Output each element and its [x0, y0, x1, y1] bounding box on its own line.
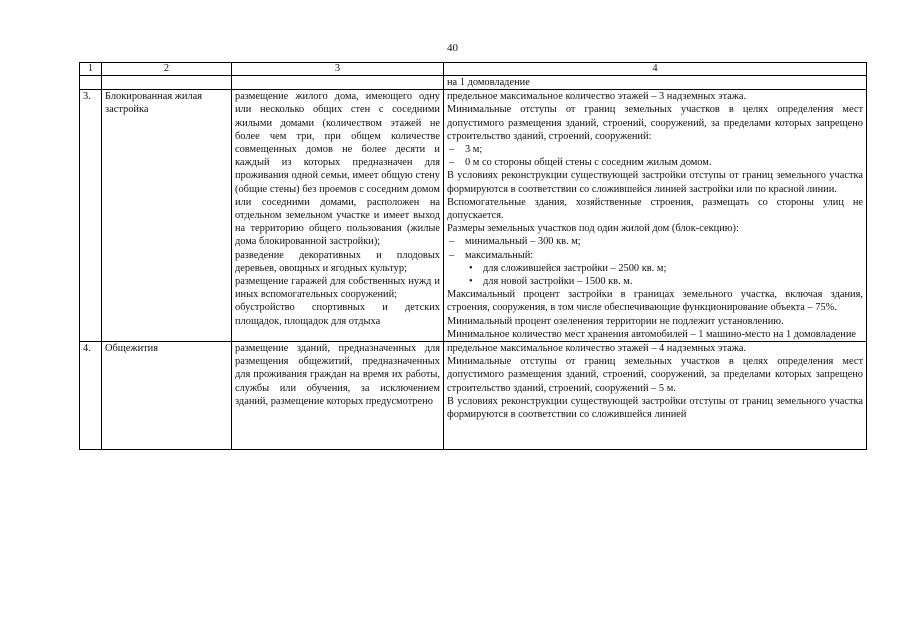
- setback-list: [447, 143, 863, 169]
- param-reconstruction: В условиях реконструкции существующей застройки отступы от границ земельного участка формируются в соответствии со сложившейся линией: [447, 395, 863, 421]
- description-paragraph: обустройство спортивных и детских площадок, площадок для отдыха: [235, 302, 440, 327]
- row-number: 3.: [80, 90, 102, 342]
- table-row-3: [80, 90, 867, 342]
- page-number: 40: [447, 42, 458, 54]
- param-floors: предельное максимальное количество этажей – 4 надземных этажа.: [447, 343, 747, 355]
- cont-cell-2: [102, 76, 232, 90]
- use-parameters: [444, 90, 867, 342]
- param-greenery: Минимальный процент озеленения территории не подлежит установлению.: [447, 315, 784, 327]
- use-name: Блокированная жилая застройка: [102, 90, 232, 342]
- table-row-4: [80, 342, 867, 450]
- param-setbacks: Минимальные отступы от границ земельных участков в целях определения мест допустимого размещения зданий, строений, сооружений, за пределами которых запрещено строительство зданий, строений, сооружений:: [447, 104, 863, 142]
- zoning-table: [79, 62, 867, 450]
- cont-cell-1: [80, 76, 102, 90]
- use-description: [232, 342, 444, 450]
- description-paragraph: размещение зданий, предназначенных для размещения общежитий, предназначенных для проживания граждан на время их работы, службы или обучения, за исключением зданий, размещение которых предусмотрено: [235, 343, 440, 407]
- header-cell-1: 1: [80, 63, 102, 76]
- description-paragraph: размещение гаражей для собственных нужд и иных вспомогательных сооружений;: [235, 276, 440, 301]
- list-item: – максимальный:: [447, 249, 863, 262]
- continuation-row: [80, 76, 867, 90]
- cont-cell-4: на 1 домовладение: [444, 76, 867, 90]
- use-name: Общежития: [102, 342, 232, 450]
- param-coverage: Максимальный процент застройки в границах земельного участка, включая здания, строения, сооружения, в том числе обеспечивающие функционирование объекта – 75%.: [447, 289, 863, 314]
- max-size-list: [447, 262, 863, 288]
- list-item: – минимальный – 300 кв. м;: [447, 235, 863, 248]
- use-description: [232, 90, 444, 342]
- list-item: – 3 м;: [447, 143, 863, 156]
- header-row: [80, 63, 867, 76]
- header-cell-4: 4: [444, 63, 867, 76]
- header-cell-2: 2: [102, 63, 232, 76]
- param-plot-sizes: Размеры земельных участков под один жилой дом (блок-секцию):: [447, 223, 739, 235]
- list-item: • для сложившейся застройки – 2500 кв. м;: [465, 262, 863, 275]
- parameters-clip: [447, 342, 863, 449]
- param-floors: предельное максимальное количество этажей – 3 надземных этажа.: [447, 91, 747, 103]
- cont-cell-3: [232, 76, 444, 90]
- list-item: • для новой застройки – 1500 кв. м.: [465, 275, 863, 288]
- list-item: – 0 м со стороны общей стены с соседним жилым домом.: [447, 156, 863, 169]
- param-reconstruction: В условиях реконструкции существующей застройки отступы от границ земельного участка формируются в соответствии со сложившейся линией застройки или по красной линии.: [447, 170, 863, 195]
- param-setbacks: Минимальные отступы от границ земельных участков в целях определения мест допустимого размещения зданий, строений, сооружений, за пределами которых запрещено строительство зданий, строений, сооружений – 5 м.: [447, 356, 863, 394]
- param-parking: Минимальное количество мест хранения автомобилей – 1 машино-место на 1 домовладение: [447, 328, 856, 340]
- header-cell-3: 3: [232, 63, 444, 76]
- plot-size-list: [447, 235, 863, 261]
- description-paragraph: размещение жилого дома, имеющего одну или несколько общих стен с соседними жилыми домами (количеством этажей не более чем три, при общем количестве совмещенных домов не более десяти и каждый из которых предназначен для проживания одной семьи, имеет общую стену (общие стены) без проемов с соседним домом или соседними домами, расположен на отдельном земельном участке и имеет выход на территорию общего пользования (жилые дома блокированной застройки);: [235, 91, 440, 248]
- description-paragraph: разведение декоративных и плодовых деревьев, овощных и ягодных культур;: [235, 249, 440, 274]
- use-parameters: [444, 342, 867, 450]
- row-number: 4.: [80, 342, 102, 450]
- param-auxiliary: Вспомогательные здания, хозяйственные строения, размещать со стороны улиц не допускается.: [447, 196, 863, 222]
- description-clip: [235, 342, 440, 449]
